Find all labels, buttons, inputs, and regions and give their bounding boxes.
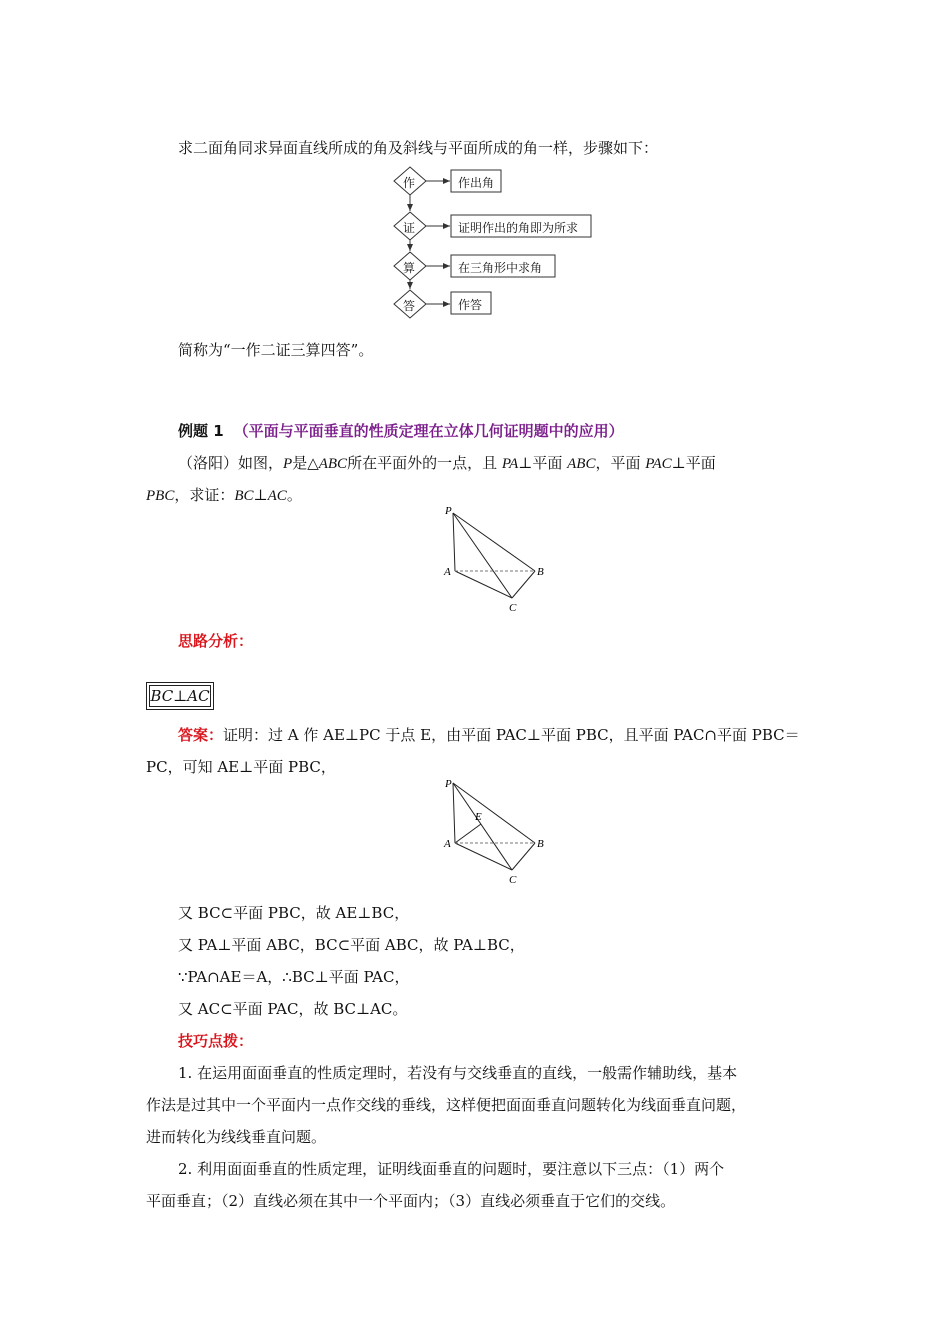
answer-label: 答案： bbox=[178, 726, 224, 744]
step-label-1: 作 bbox=[403, 176, 416, 190]
tips-p2-line1: 2. 利用面面垂直的性质定理，证明线面垂直的问题时，要注意以下三点：（1）两个 bbox=[178, 1160, 725, 1178]
tips-p1-line1: 1. 在运用面面垂直的性质定理时，若没有与交线垂直的直线，一般需作辅助线，基本 bbox=[178, 1064, 738, 1082]
figure-pyramid-1 bbox=[435, 503, 565, 613]
label-A: A bbox=[444, 566, 451, 578]
analysis-label: 思路分析： bbox=[178, 632, 254, 650]
label-C2: C bbox=[509, 874, 517, 886]
answer-text-1: 证明：过 A 作 AE⊥PC 于点 E，由平面 PAC⊥平面 PBC，且平面 PAC∩平面 PBC＝ bbox=[223, 726, 800, 744]
problem-line-1: （洛阳）如图，P是△ABC所在平面外的一点，且 PA⊥平面 ABC，平面 PAC⊥平面 bbox=[178, 454, 716, 472]
action-label-1: 作出角 bbox=[458, 176, 495, 190]
action-label-3: 在三角形中求角 bbox=[458, 261, 543, 275]
tips-p2-line2: 平面垂直；（2）直线必须在其中一个平面内；（3）直线必须垂直于它们的交线。 bbox=[146, 1192, 676, 1210]
proof-line-4: 又 AC⊂平面 PAC，故 BC⊥AC。 bbox=[178, 1000, 408, 1018]
tips-p1-line2: 作法是过其中一个平面内一点作交线的垂线，这样便把面面垂直问题转化为线面垂直问题， bbox=[146, 1096, 747, 1114]
label-C: C bbox=[509, 602, 517, 613]
label-P2: P bbox=[445, 778, 452, 790]
analysis-box: BC⊥AC bbox=[146, 682, 214, 710]
summary-text: 简称为“一作二证三算四答”。 bbox=[178, 341, 374, 359]
example-title: （平面与平面垂直的性质定理在立体几何证明题中的应用） bbox=[233, 422, 624, 440]
label-E2: E bbox=[475, 811, 482, 823]
steps-flowchart bbox=[0, 0, 950, 330]
label-B: B bbox=[537, 566, 544, 578]
proof-line-2: 又 PA⊥平面 ABC，BC⊂平面 ABC，故 PA⊥BC， bbox=[178, 936, 525, 954]
proof-line-3: ∵PA∩AE＝A，∴BC⊥平面 PAC， bbox=[178, 968, 410, 986]
answer-line-2: PC，可知 AE⊥平面 PBC， bbox=[146, 758, 336, 776]
problem-line-2: PBC，求证：BC⊥AC。 bbox=[146, 486, 302, 504]
step-label-2: 证 bbox=[403, 221, 416, 235]
figure-pyramid-2 bbox=[435, 775, 565, 887]
example-label: 例题 1 bbox=[178, 422, 224, 440]
step-label-3: 算 bbox=[403, 261, 416, 275]
intro-text: 求二面角同求异面直线所成的角及斜线与平面所成的角一样，步骤如下： bbox=[178, 139, 659, 157]
label-P: P bbox=[445, 505, 452, 517]
proof-line-1: 又 BC⊂平面 PBC，故 AE⊥BC， bbox=[178, 904, 410, 922]
label-B2: B bbox=[537, 838, 544, 850]
label-A2: A bbox=[444, 838, 451, 850]
example-heading bbox=[178, 420, 624, 442]
step-label-4: 答 bbox=[403, 299, 416, 313]
tips-p1-line3: 进而转化为线线垂直问题。 bbox=[146, 1128, 327, 1146]
answer-line-1 bbox=[178, 724, 800, 746]
action-label-2: 证明作出的角即为所求 bbox=[458, 221, 579, 235]
action-label-4: 作答 bbox=[458, 298, 483, 312]
tips-label: 技巧点拨： bbox=[178, 1032, 254, 1050]
